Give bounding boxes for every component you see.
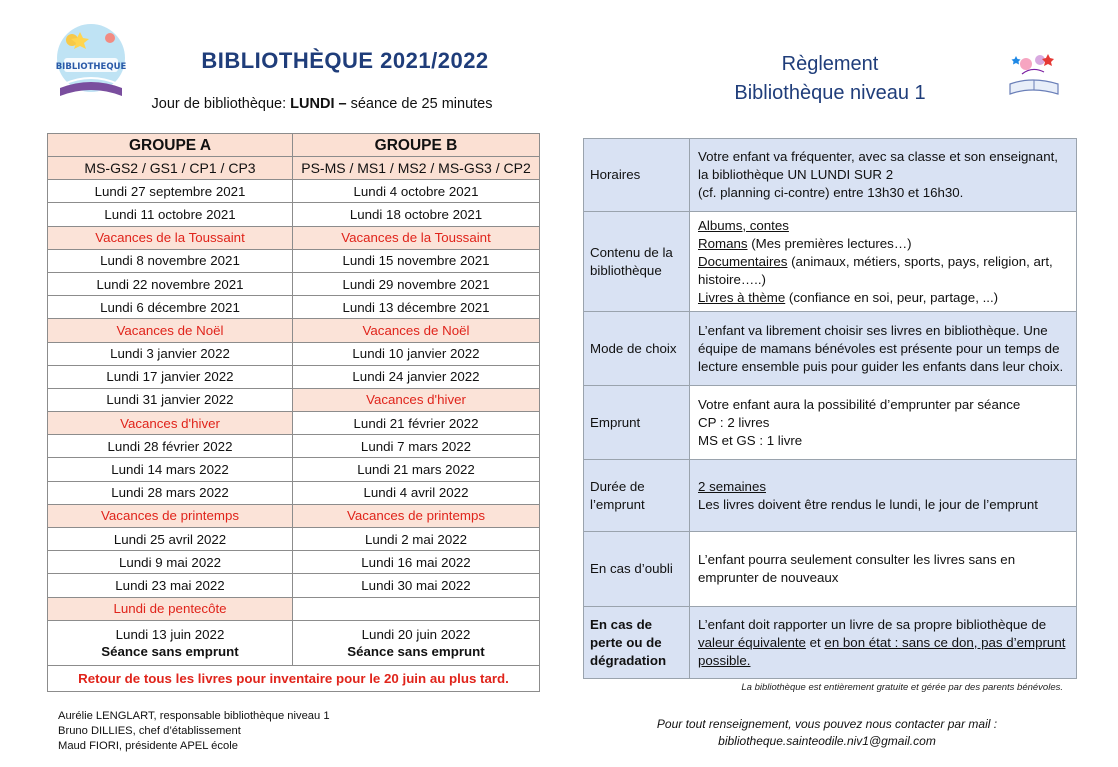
rule-label: Contenu de la bibliothèque [584, 212, 690, 312]
group-b-header: GROUPE B [293, 134, 540, 157]
table-row [48, 504, 540, 527]
schedule-cell: Lundi 13 décembre 2021 [293, 296, 540, 319]
schedule-cell: Lundi 15 novembre 2021 [293, 249, 540, 272]
table-row [48, 319, 540, 342]
table-row [48, 620, 540, 665]
group-b-classes: PS-MS / MS1 / MS2 / MS-GS3 / CP2 [293, 157, 540, 180]
schedule-cell: Lundi 21 mars 2022 [293, 458, 540, 481]
library-logo [50, 18, 132, 106]
open-book-icon [1002, 46, 1066, 102]
rule-text: Albums, contes Romans (Mes premières lectures…) Documentaires (animaux, métiers, sports, pays, religion, art, histoire…..) Livres à thème (confiance en soi, peur, partage, ...) [690, 212, 1077, 312]
schedule-cell: Lundi 4 avril 2022 [293, 481, 540, 504]
schedule-cell: Vacances de la Toussaint [293, 226, 540, 249]
rule-mode [584, 312, 1077, 386]
schedule-cell: Lundi 7 mars 2022 [293, 435, 540, 458]
schedule-table [47, 133, 540, 692]
rule-label: En cas d’oubli [584, 532, 690, 607]
schedule-cell: Lundi 11 octobre 2021 [48, 203, 293, 226]
table-row [48, 481, 540, 504]
table-row [48, 551, 540, 574]
table-row [48, 342, 540, 365]
table-row [48, 226, 540, 249]
schedule-cell: Lundi 18 octobre 2021 [293, 203, 540, 226]
schedule-cell: Lundi 8 novembre 2021 [48, 249, 293, 272]
table-row [48, 458, 540, 481]
rule-text: Votre enfant va fréquenter, avec sa classe et son enseignant, la bibliothèque UN LUNDI SUR 2 (cf. planning ci-contre) entre 13h30 et 16h30. [690, 139, 1077, 212]
schedule-cell: Lundi 23 mai 2022 [48, 574, 293, 597]
schedule-cell: Lundi 29 novembre 2021 [293, 272, 540, 295]
schedule-cell: Lundi 16 mai 2022 [293, 551, 540, 574]
page-title: BIBLIOTHÈQUE 2021/2022 [201, 48, 489, 73]
rule-label: Emprunt [584, 386, 690, 460]
rule-horaires [584, 139, 1077, 212]
table-row [48, 249, 540, 272]
schedule-cell: Lundi 10 janvier 2022 [293, 342, 540, 365]
rule-emprunt [584, 386, 1077, 460]
rule-text: 2 semaines Les livres doivent être rendus le lundi, le jour de l’emprunt [690, 460, 1077, 532]
signature-line: Maud FIORI, présidente APEL école [58, 740, 238, 752]
table-row [48, 574, 540, 597]
schedule-cell: Lundi 14 mars 2022 [48, 458, 293, 481]
schedule-rows [48, 180, 540, 621]
schedule-cell: Lundi 21 février 2022 [293, 412, 540, 435]
rule-oubli [584, 532, 1077, 607]
schedule-cell: Lundi 30 mai 2022 [293, 574, 540, 597]
schedule-cell: Vacances de Noël [48, 319, 293, 342]
schedule-cell: Vacances d'hiver [48, 412, 293, 435]
signature-line: Bruno DILLIES, chef d’établissement [58, 725, 241, 737]
contact-info: Pour tout renseignement, vous pouvez nous contacter par mail : bibliotheque.sainteodile.niv1@gmail.com [620, 716, 1034, 750]
table-row [48, 203, 540, 226]
rule-label: Durée de l’emprunt [584, 460, 690, 532]
contact-email: bibliotheque.sainteodile.niv1@gmail.com [718, 734, 936, 748]
rule-text: L’enfant doit rapporter un livre de sa propre bibliothèque de valeur équivalente et en bon état : sans ce don, pas d’emprunt possible. [690, 607, 1077, 679]
schedule-cell: Vacances de printemps [293, 504, 540, 527]
schedule-cell: Lundi 28 février 2022 [48, 435, 293, 458]
schedule-cell: Lundi 9 mai 2022 [48, 551, 293, 574]
return-books-notice: Retour de tous les livres pour inventaire pour le 20 juin au plus tard. [48, 665, 540, 691]
schedule-cell: Lundi 20 juin 2022 Séance sans emprunt [293, 620, 540, 665]
rule-label: En cas de perte ou de dégradation [584, 607, 690, 679]
schedule-cell: Lundi 4 octobre 2021 [293, 180, 540, 203]
rule-label: Horaires [584, 139, 690, 212]
schedule-cell: Lundi 28 mars 2022 [48, 481, 293, 504]
schedule-cell: Vacances de Noël [293, 319, 540, 342]
rule-duree [584, 460, 1077, 532]
schedule-cell: Lundi 25 avril 2022 [48, 528, 293, 551]
free-library-note: La bibliothèque est entièrement gratuite et gérée par des parents bénévoles. [741, 682, 1063, 693]
table-row [48, 388, 540, 411]
group-a-classes: MS-GS2 / GS1 / CP1 / CP3 [48, 157, 293, 180]
schedule-cell: Lundi 24 janvier 2022 [293, 365, 540, 388]
signatures [58, 709, 330, 754]
rule-perte [584, 607, 1077, 679]
rule-contenu [584, 212, 1077, 312]
schedule-cell: Lundi 3 janvier 2022 [48, 342, 293, 365]
signature-line: Aurélie LENGLART, responsable bibliothèque niveau 1 [58, 710, 330, 722]
schedule-cell: Lundi 17 janvier 2022 [48, 365, 293, 388]
table-row [48, 180, 540, 203]
schedule-cell: Lundi 13 juin 2022 Séance sans emprunt [48, 620, 293, 665]
rule-text: L’enfant pourra seulement consulter les livres sans en emprunter de nouveaux [690, 532, 1077, 607]
schedule-cell: Lundi 6 décembre 2021 [48, 296, 293, 319]
schedule-cell: Lundi 22 novembre 2021 [48, 272, 293, 295]
rule-label: Mode de choix [584, 312, 690, 386]
table-row [48, 296, 540, 319]
group-a-header: GROUPE A [48, 134, 293, 157]
schedule-cell: Lundi 2 mai 2022 [293, 528, 540, 551]
table-row [48, 412, 540, 435]
table-row [48, 597, 540, 620]
rule-text: Votre enfant aura la possibilité d’emprunter par séance CP : 2 livres MS et GS : 1 livre [690, 386, 1077, 460]
library-day-subtitle: Jour de bibliothèque: LUNDI – séance de 25 minutes [151, 96, 493, 112]
schedule-cell: Lundi 27 septembre 2021 [48, 180, 293, 203]
schedule-cell: Vacances d'hiver [293, 388, 540, 411]
table-row [48, 528, 540, 551]
schedule-cell [293, 597, 540, 620]
schedule-cell: Vacances de printemps [48, 504, 293, 527]
rules-table [583, 138, 1077, 679]
rules-title: Règlement Bibliothèque niveau 1 [734, 53, 926, 104]
schedule-cell: Lundi 31 janvier 2022 [48, 388, 293, 411]
table-row [48, 435, 540, 458]
schedule-cell: Lundi de pentecôte [48, 597, 293, 620]
rule-text: L’enfant va librement choisir ses livres en bibliothèque. Une équipe de mamans bénévoles est présente pour un temps de lecture ensemble puis pour guider les enfants dans leur choix. [690, 312, 1077, 386]
table-row [48, 272, 540, 295]
table-row [48, 365, 540, 388]
schedule-cell: Vacances de la Toussaint [48, 226, 293, 249]
logo-text: BIBLIOTHEQUE [55, 62, 127, 72]
